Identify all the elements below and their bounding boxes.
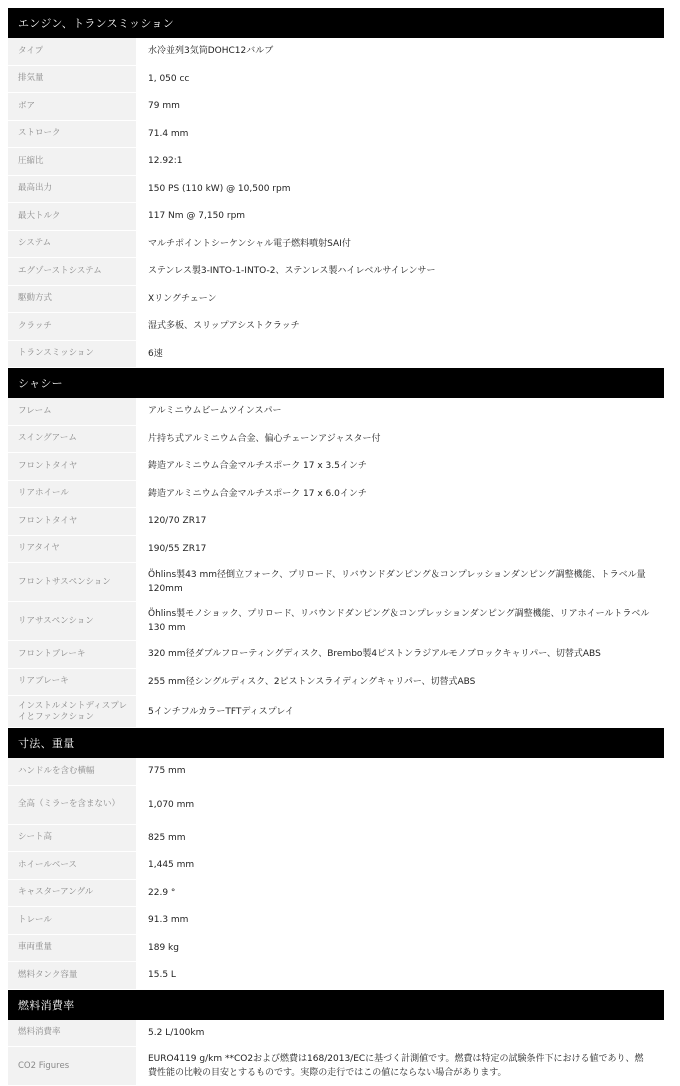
spec-value: 775 mm <box>136 758 664 785</box>
spec-label: クラッチ <box>8 313 136 340</box>
spec-row <box>8 426 664 454</box>
spec-value: 120/70 ZR17 <box>136 508 664 535</box>
spec-row <box>8 313 664 341</box>
spec-row <box>8 38 664 66</box>
spec-label: CO2 Figures <box>8 1047 136 1085</box>
spec-label: タイプ <box>8 38 136 65</box>
spec-label: フロントタイヤ <box>8 453 136 480</box>
spec-value: マルチポイントシーケンシャル電子燃料噴射SAI付 <box>136 231 664 258</box>
spec-value: 1,070 mm <box>136 786 664 824</box>
spec-value: Öhlins製モノショック、プリロード、リバウンドダンピング＆コンプレッションダンピング調整機能、リアホイールトラベル130 mm <box>136 602 664 640</box>
spec-label: 最高出力 <box>8 176 136 203</box>
spec-value: 片持ち式アルミニウム合金、偏心チェーンアジャスター付 <box>136 426 664 453</box>
spec-row <box>8 231 664 259</box>
spec-row <box>8 641 664 669</box>
spec-label: トランスミッション <box>8 341 136 368</box>
spec-value: 15.5 L <box>136 962 664 989</box>
spec-label: リアサスペンション <box>8 602 136 640</box>
spec-row <box>8 508 664 536</box>
spec-row <box>8 536 664 564</box>
section-header-fuel: 燃料消費率 <box>8 990 664 1020</box>
spec-row <box>8 121 664 149</box>
spec-label: フロントタイヤ <box>8 508 136 535</box>
spec-row <box>8 258 664 286</box>
spec-row <box>8 398 664 426</box>
spec-label: インストルメントディスプレイとファンクション <box>8 696 136 727</box>
spec-label: 全高（ミラーを含まない） <box>8 786 136 824</box>
spec-row <box>8 962 664 990</box>
spec-value: 117 Nm @ 7,150 rpm <box>136 203 664 230</box>
section-header-chassis: シャシー <box>8 368 664 398</box>
spec-value: 190/55 ZR17 <box>136 536 664 563</box>
spec-value: 6速 <box>136 341 664 368</box>
spec-label: フロントサスペンション <box>8 563 136 601</box>
spec-label: フロントブレーキ <box>8 641 136 668</box>
spec-label: リアホイール <box>8 481 136 508</box>
spec-row <box>8 880 664 908</box>
spec-label: エグゾーストシステム <box>8 258 136 285</box>
spec-label: スイングアーム <box>8 426 136 453</box>
spec-row <box>8 453 664 481</box>
spec-row <box>8 1047 664 1086</box>
spec-value: 320 mm径ダブルフローティングディスク、Brembo製4ピストンラジアルモノブロックキャリパー、切替式ABS <box>136 641 664 668</box>
spec-value: アルミニウムビームツインスパー <box>136 398 664 425</box>
spec-label: 燃料タンク容量 <box>8 962 136 989</box>
spec-row <box>8 93 664 121</box>
spec-value: ステンレス製3-INTO-1-INTO-2、ステンレス製ハイレベルサイレンサー <box>136 258 664 285</box>
spec-label: 排気量 <box>8 66 136 93</box>
spec-label: システム <box>8 231 136 258</box>
spec-row <box>8 66 664 94</box>
spec-label: トレール <box>8 907 136 934</box>
spec-value: 79 mm <box>136 93 664 120</box>
spec-label: 駆動方式 <box>8 286 136 313</box>
spec-row <box>8 852 664 880</box>
spec-label: ボア <box>8 93 136 120</box>
spec-label: 圧縮比 <box>8 148 136 175</box>
spec-value: 1, 050 cc <box>136 66 664 93</box>
spec-value: 91.3 mm <box>136 907 664 934</box>
section-header-dimensions: 寸法、重量 <box>8 728 664 758</box>
spec-value: 鋳造アルミニウム合金マルチスポーク 17 x 3.5インチ <box>136 453 664 480</box>
spec-row <box>8 825 664 853</box>
spec-row <box>8 935 664 963</box>
spec-value: 825 mm <box>136 825 664 852</box>
spec-value: 5インチフルカラーTFTディスプレイ <box>136 696 664 727</box>
spec-label: フレーム <box>8 398 136 425</box>
spec-label: リアタイヤ <box>8 536 136 563</box>
spec-label: ハンドルを含む横幅 <box>8 758 136 785</box>
spec-row <box>8 602 664 641</box>
spec-label: ホイールベース <box>8 852 136 879</box>
spec-value: 湿式多板、スリップアシストクラッチ <box>136 313 664 340</box>
spec-label: ストローク <box>8 121 136 148</box>
spec-row <box>8 696 664 728</box>
spec-value: 12.92:1 <box>136 148 664 175</box>
section-header-engine: エンジン、トランスミッション <box>8 8 664 38</box>
spec-table <box>8 8 664 1086</box>
spec-value: 水冷並列3気筒DOHC12バルブ <box>136 38 664 65</box>
spec-value: 1,445 mm <box>136 852 664 879</box>
spec-value: 22.9 ° <box>136 880 664 907</box>
spec-label: 燃料消費率 <box>8 1020 136 1047</box>
spec-row <box>8 1020 664 1048</box>
spec-value: 71.4 mm <box>136 121 664 148</box>
spec-row <box>8 786 664 825</box>
spec-row <box>8 176 664 204</box>
spec-value: EURO4119 g/km **CO2および燃費は168/2013/ECに基づく計測値です。燃費は特定の試験条件下における値であり、燃費性能の比較の目安とするものです。実際の走行ではこの値にならない場合があります。 <box>136 1047 664 1085</box>
spec-value: Öhlins製43 mm径倒立フォーク、プリロード、リバウンドダンピング＆コンプレッションダンピング調整機能、トラベル量120mm <box>136 563 664 601</box>
spec-value: 鋳造アルミニウム合金マルチスポーク 17 x 6.0インチ <box>136 481 664 508</box>
spec-value: 189 kg <box>136 935 664 962</box>
spec-value: 255 mm径シングルディスク、2ピストンスライディングキャリパー、切替式ABS <box>136 669 664 696</box>
spec-row <box>8 563 664 602</box>
spec-label: 最大トルク <box>8 203 136 230</box>
spec-row <box>8 341 664 369</box>
spec-row <box>8 286 664 314</box>
spec-value: 5.2 L/100km <box>136 1020 664 1047</box>
spec-row <box>8 907 664 935</box>
spec-row <box>8 481 664 509</box>
spec-value: 150 PS (110 kW) @ 10,500 rpm <box>136 176 664 203</box>
spec-row <box>8 669 664 697</box>
spec-value: Xリングチェーン <box>136 286 664 313</box>
spec-row <box>8 203 664 231</box>
spec-label: シート高 <box>8 825 136 852</box>
spec-row <box>8 758 664 786</box>
spec-label: 車両重量 <box>8 935 136 962</box>
spec-row <box>8 148 664 176</box>
spec-label: キャスターアングル <box>8 880 136 907</box>
spec-label: リアブレーキ <box>8 669 136 696</box>
